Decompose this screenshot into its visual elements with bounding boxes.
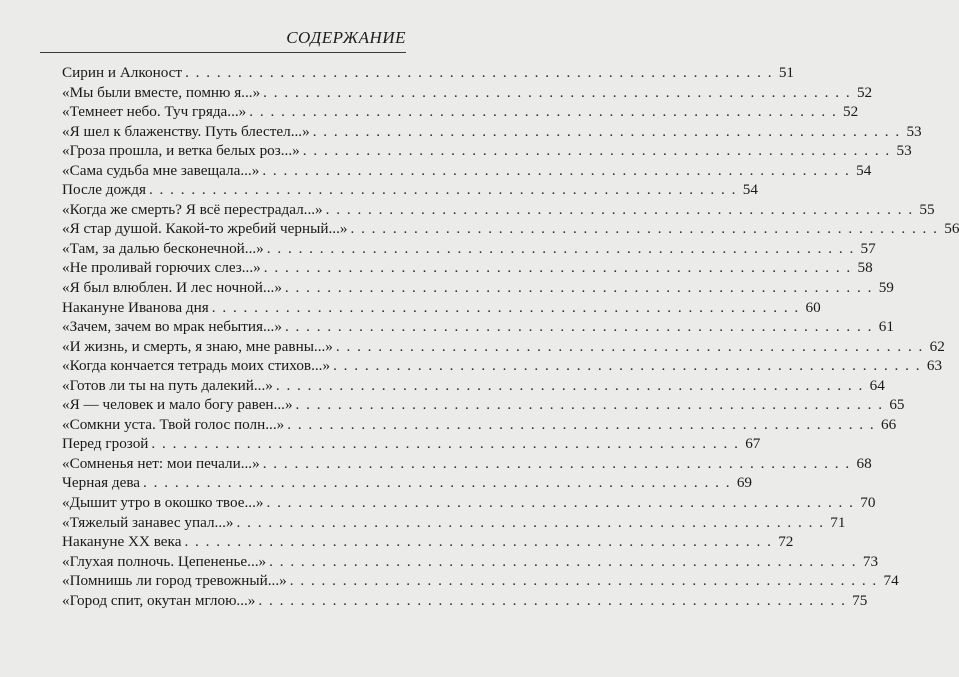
toc-entry-page: 54 [742, 181, 758, 199]
toc-leader-dots [267, 239, 855, 259]
toc-entry [62, 415, 897, 435]
toc-entry-page: 56 [944, 220, 959, 238]
toc-entry-title: После дождя [62, 181, 146, 199]
toc-entry [62, 317, 894, 337]
toc-entry-title: «Не проливай горючих слез...» [62, 259, 261, 277]
toc-entry-title: «Дышит утро в окошко твое...» [62, 494, 264, 512]
toc-entry [62, 552, 879, 572]
toc-leader-dots [237, 513, 825, 533]
toc-entry [62, 376, 885, 396]
toc-entry [62, 434, 761, 454]
toc-entry-page: 53 [896, 142, 912, 160]
toc-leader-dots [285, 278, 873, 298]
toc-leader-dots [263, 83, 851, 103]
toc-leader-dots [336, 337, 924, 357]
toc-entry-title: «Тяжелый занавес упал...» [62, 513, 234, 531]
toc-entry [62, 454, 872, 474]
toc-entry-page: 73 [862, 552, 879, 570]
toc-entry-page: 58 [857, 259, 873, 277]
toc-entry-page: 54 [856, 161, 872, 179]
toc-entry-page: 59 [878, 279, 894, 297]
toc-entry-title: «Зачем, зачем во мрак небытия...» [62, 318, 282, 336]
toc-entry [62, 83, 873, 103]
toc-entry-title: «Когда же смерть? Я всё перестрадал...» [62, 200, 323, 218]
toc-entry-title: «Помнишь ли город тревожный...» [62, 572, 287, 590]
toc-leader-dots [262, 161, 850, 181]
toc-entry-page: 52 [843, 103, 859, 121]
toc-entry-page: 62 [929, 337, 945, 355]
toc-entry-page: 71 [830, 513, 846, 531]
toc-entry [62, 161, 872, 181]
toc-entry-title: «Темнеет небо. Туч гряда...» [62, 103, 247, 121]
toc-entry [62, 513, 846, 533]
toc-entry [62, 102, 859, 122]
toc-entry-page: 69 [736, 474, 752, 492]
toc-entry [62, 63, 795, 83]
toc-entry-title: Сирин и Алконост [62, 64, 183, 81]
toc-entry-page: 68 [856, 454, 872, 472]
toc-leader-dots [350, 219, 938, 239]
toc-leader-dots [264, 258, 852, 278]
toc-entry [62, 493, 876, 513]
toc-entry-page: 65 [889, 396, 905, 414]
toc-entry [62, 278, 894, 298]
toc-entry [62, 532, 794, 552]
toc-leader-dots [263, 454, 851, 474]
toc-entry-title: «Гроза прошла, и ветка белых роз...» [62, 142, 300, 160]
header-divider [40, 52, 406, 53]
toc-leader-dots [333, 356, 921, 376]
toc-entry [62, 337, 945, 357]
toc-leader-dots [313, 122, 901, 142]
toc-entry-page: 70 [860, 494, 876, 512]
toc-leader-dots [266, 493, 854, 513]
toc-entry [62, 591, 868, 611]
toc-entry-title: «Город спит, окутан мглою...» [62, 591, 256, 609]
toc-leader-dots [276, 376, 864, 396]
toc-leader-dots [290, 571, 878, 591]
toc-entry [62, 239, 876, 259]
toc-entry [62, 219, 959, 239]
toc-entry [62, 356, 943, 376]
toc-entry-page: 51 [778, 64, 795, 81]
toc-leader-dots [303, 141, 891, 161]
toc-entry-title: Черная дева [62, 474, 141, 492]
toc-entry-page: 66 [880, 415, 897, 433]
toc-leader-dots [184, 532, 772, 552]
toc-entry-title: «Я шел к блаженству. Путь блестел...» [62, 122, 310, 140]
toc-entry-title: «Сомкни уста. Твой голос полн...» [62, 415, 285, 433]
toc-entry-page: 53 [906, 122, 922, 140]
toc-entry [62, 395, 905, 415]
toc-entry-page: 52 [856, 83, 873, 101]
toc-leader-dots [285, 317, 873, 337]
toc-entry-title: «Сомненья нет: мои печали...» [62, 454, 260, 472]
toc-entry [62, 473, 752, 493]
toc-entry-page: 63 [926, 357, 943, 375]
toc-leader-dots [212, 298, 800, 318]
toc-entry-title: Накануне Иванова дня [62, 298, 209, 316]
toc-entry-title: Перед грозой [62, 435, 149, 453]
toc-leader-dots [258, 591, 846, 611]
toc-entry-page: 74 [883, 572, 899, 590]
toc-leader-dots [249, 102, 837, 122]
toc-entry-page: 61 [878, 318, 894, 336]
toc-leader-dots [296, 395, 884, 415]
toc-entry-title: «Там, за далью бесконечной...» [62, 239, 264, 257]
toc-entry-title: «Я стар душой. Какой-то жребий черный...» [62, 220, 348, 238]
toc-leader-dots [326, 200, 914, 220]
toc-entry-page: 75 [852, 591, 868, 609]
toc-entry [62, 180, 758, 200]
toc-entry-title: «И жизнь, и смерть, я знаю, мне равны...» [62, 337, 333, 355]
toc-leader-dots [269, 552, 857, 572]
toc-entry-title: «Мы были вместе, помню я...» [62, 83, 261, 101]
toc-entry [62, 258, 873, 278]
toc-entry [62, 200, 935, 220]
toc-entry-page: 64 [869, 376, 885, 394]
toc-entry-title: «Глухая полночь. Цепененье...» [62, 552, 267, 570]
page-header [40, 28, 406, 50]
toc-entry-title: «Когда кончается тетрадь моих стихов...» [62, 357, 331, 375]
toc-entry-page: 57 [860, 239, 876, 257]
toc-entry-title: Накануне XX века [62, 533, 182, 551]
toc-leader-dots [143, 473, 731, 493]
toc-entry [62, 298, 821, 318]
toc-leader-dots [149, 180, 737, 200]
toc-leader-dots [185, 63, 773, 83]
toc-entry-title: «Готов ли ты на путь далекий...» [62, 376, 273, 394]
toc-entry-page: 60 [805, 298, 821, 316]
toc-leader-dots [287, 415, 875, 435]
toc-entry-title: «Я — человек и мало богу равен...» [62, 396, 293, 414]
toc-entry-title: «Я был влюблен. И лес ночной...» [62, 279, 282, 297]
table-of-contents [62, 63, 959, 610]
toc-entry-title: «Сама судьба мне завещала...» [62, 161, 260, 179]
toc-entry-page: 55 [919, 200, 935, 218]
toc-leader-dots [151, 434, 739, 454]
page-title: СОДЕРЖАНИЕ [286, 28, 406, 47]
toc-entry [62, 122, 922, 142]
toc-entry [62, 571, 899, 591]
toc-entry-page: 67 [745, 435, 761, 453]
toc-entry [62, 141, 912, 161]
toc-entry-page: 72 [778, 533, 794, 551]
